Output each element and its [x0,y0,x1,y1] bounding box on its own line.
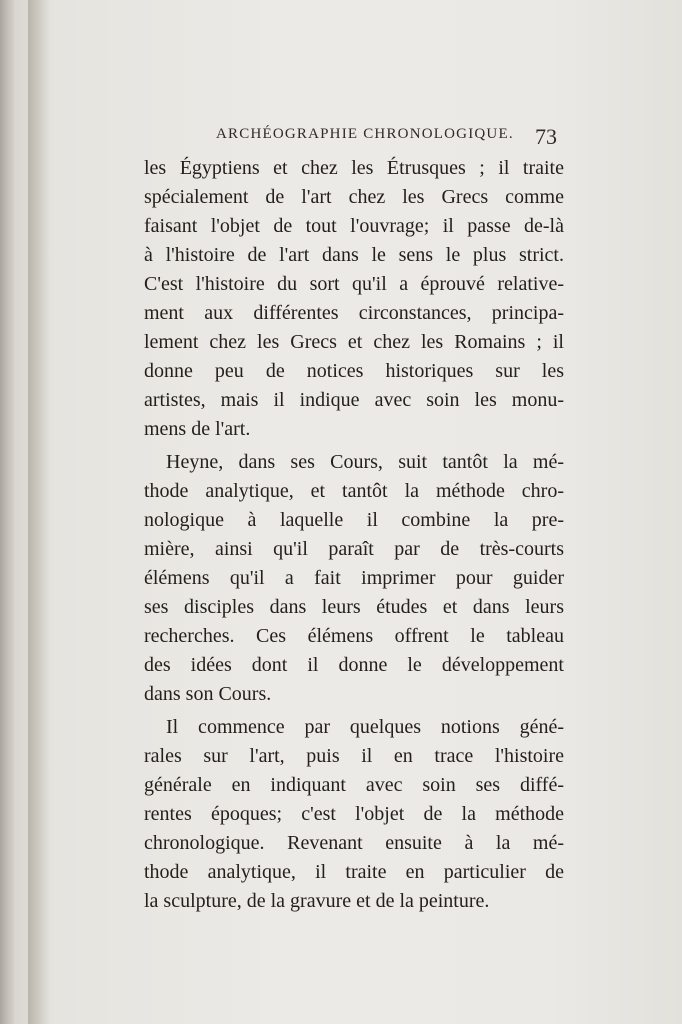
text-line: mens de l'art. [144,418,251,440]
text-line: thode analytique, il traite en particulier de [144,861,564,883]
text-line: artistes, mais il indique avec soin les monu- [144,389,564,411]
text-line: faisant l'objet de tout l'ouvrage; il passe de-là [144,215,564,237]
text-line: des idées dont il donne le développement [144,654,564,676]
text-line: lement chez les Grecs et chez les Romains ; il [144,331,564,353]
text-line: les Égyptiens et chez les Étrusques ; il traite [144,157,564,179]
paragraph-2 [144,448,564,709]
text-line: à l'histoire de l'art dans le sens le plus strict. [144,244,564,266]
text-line: donne peu de notices historiques sur les [144,360,564,382]
text-line: ses disciples dans leurs études et dans leurs [144,596,564,618]
text-line: la sculpture, de la gravure et de la peinture. [144,890,490,912]
book-gutter [0,0,14,1024]
paragraph-3 [144,713,564,916]
text-line: C'est l'histoire du sort qu'il a éprouvé relative- [144,273,564,295]
spine-shadow [28,0,50,1024]
text-line: rentes époques; c'est l'objet de la méthode [144,803,564,825]
text-line: nologique à laquelle il combine la pre- [144,509,564,531]
text-line: Heyne, dans ses Cours, suit tantôt la mé- [166,451,564,473]
text-line: spécialement de l'art chez les Grecs comme [144,186,564,208]
paragraph-1 [144,154,564,444]
text-line: Il commence par quelques notions géné- [166,716,564,738]
text-line: élémens qu'il a fait imprimer pour guider [144,567,564,589]
body-text [144,154,564,916]
text-line: thode analytique, et tantôt la méthode chro- [144,480,564,502]
text-line: générale en indiquant avec soin ses diffé- [144,774,564,796]
text-line: rales sur l'art, puis il en trace l'histoire [144,745,564,767]
text-line: chronologique. Revenant ensuite à la mé- [144,832,564,854]
page-number: 73 [535,124,557,149]
running-head: ARCHÉOGRAPHIE CHRONOLOGIQUE. [216,126,514,142]
text-line: dans son Cours. [144,683,272,705]
text-line: mière, ainsi qu'il paraît par de très-courts [144,538,564,560]
text-line: recherches. Ces élémens offrent le tableau [144,625,564,647]
text-line: ment aux différentes circonstances, principa- [144,302,564,324]
